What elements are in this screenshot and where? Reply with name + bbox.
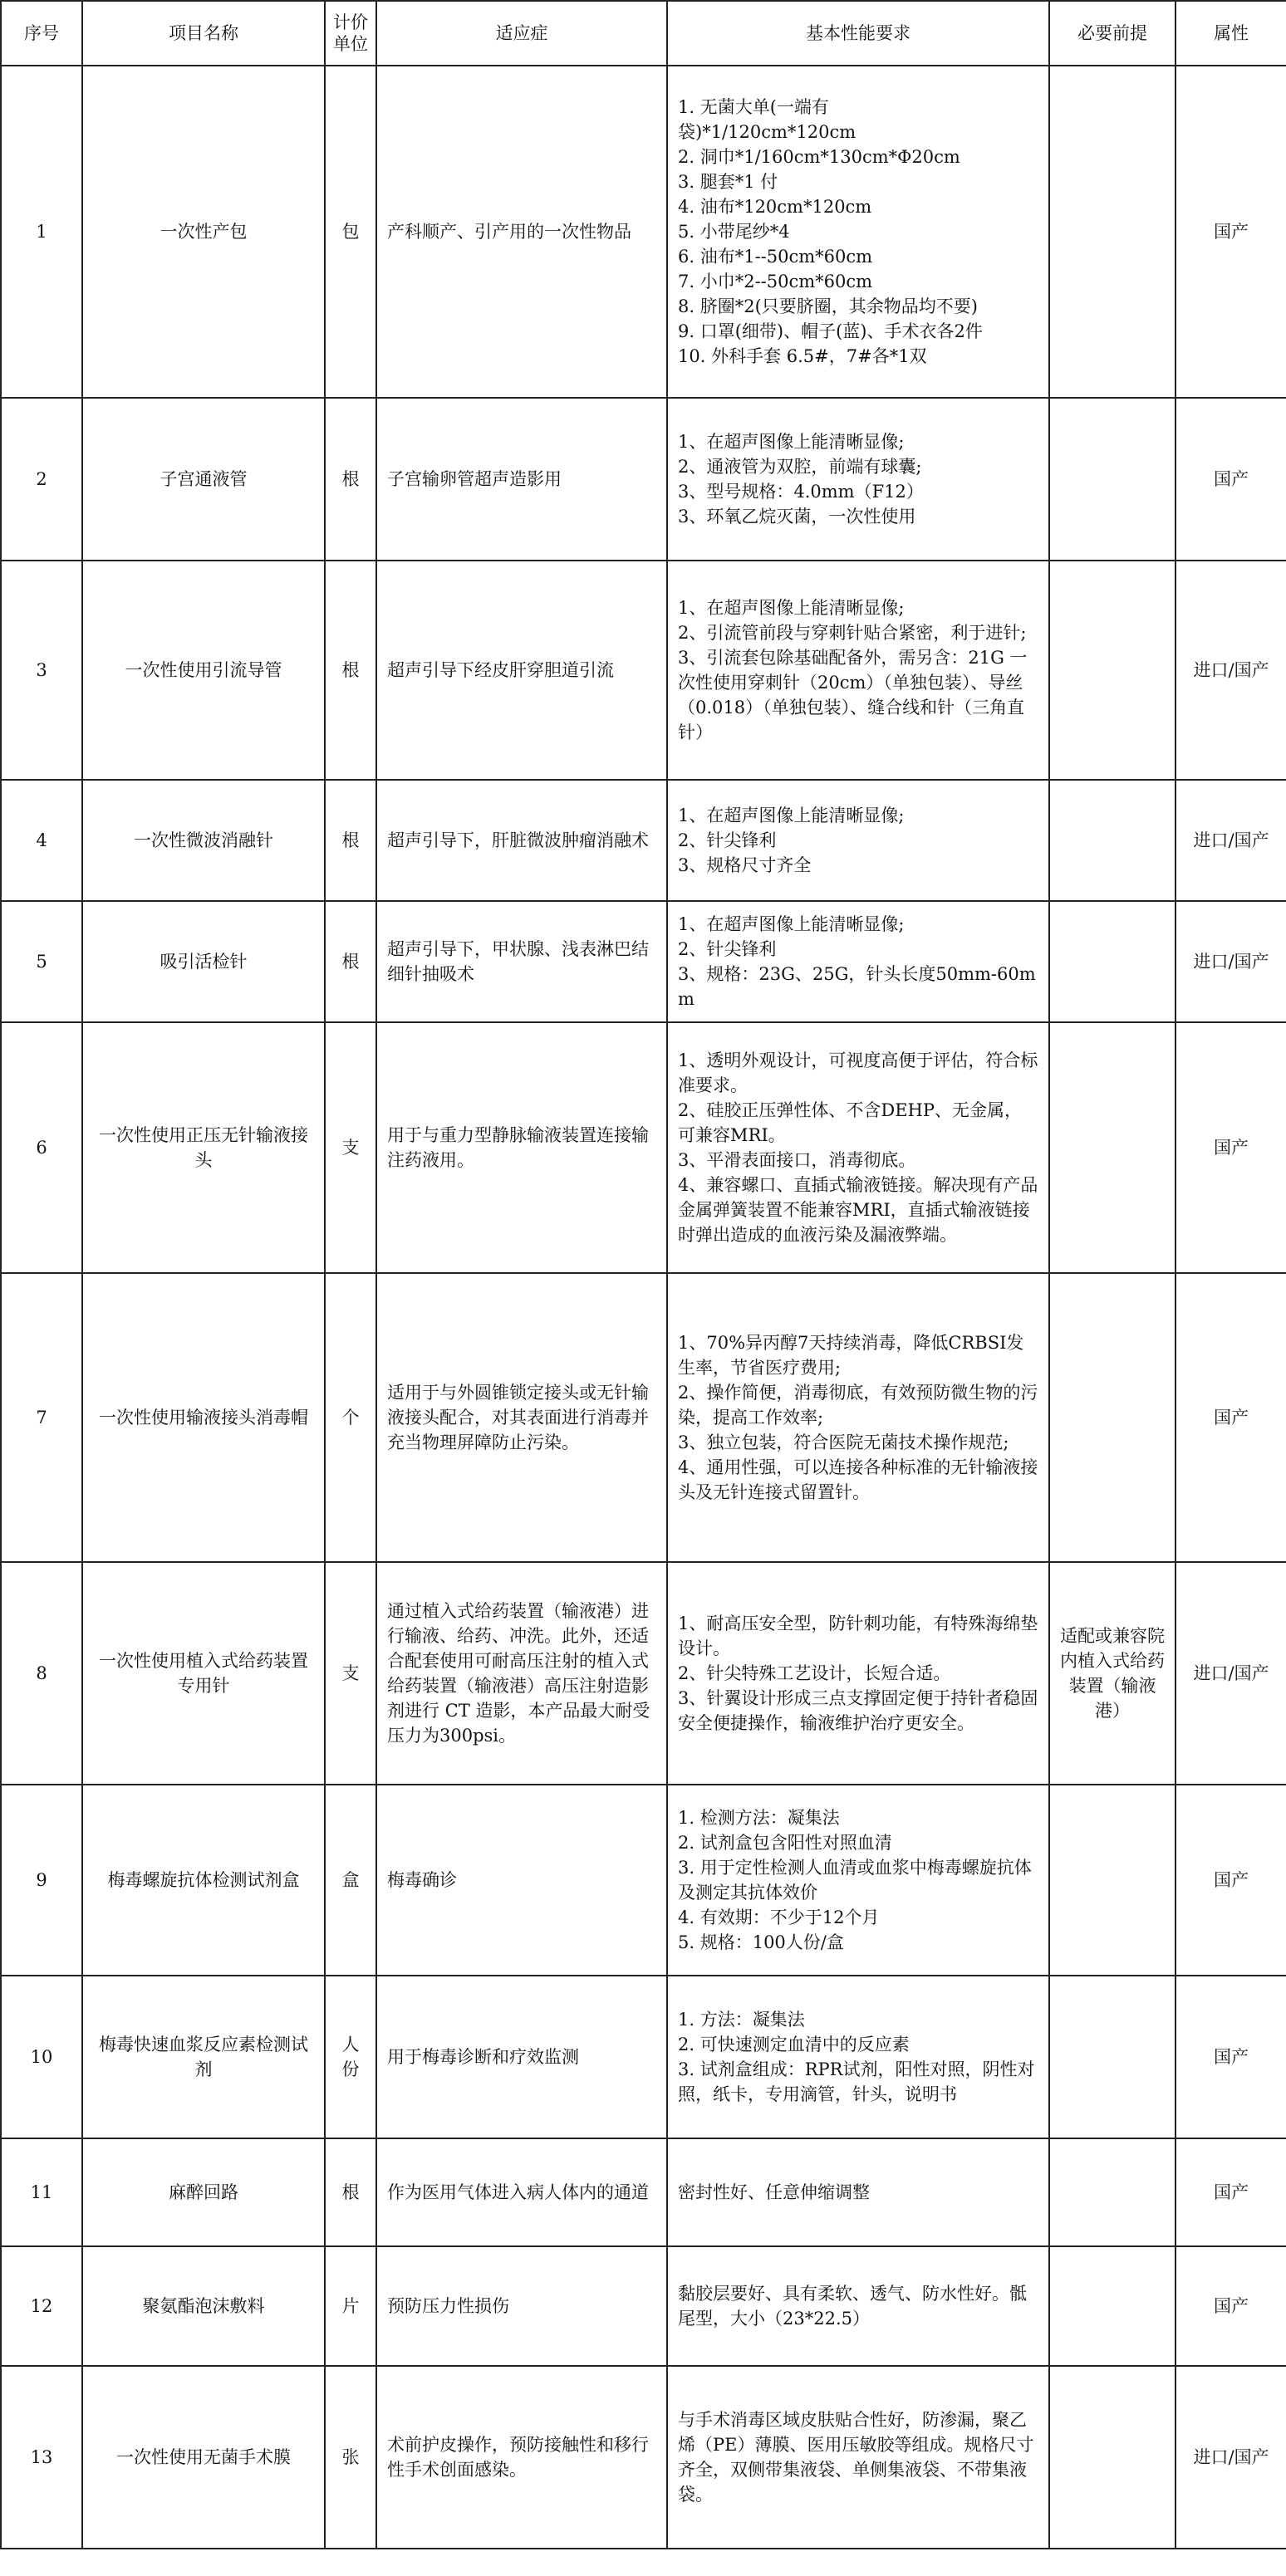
row-index: 2	[1, 398, 82, 561]
row-unit: 根	[325, 561, 376, 780]
table-body	[1, 66, 1286, 2549]
row-requirements: 1、透明外观设计，可视度高便于评估，符合标准要求。 2、硅胶正压弹性体、不含DEHP、无金属，可兼容MRI。 3、平滑表面接口，消毒彻底。 4、兼容螺口、直插式输液链接。解决现有产品金属弹簧装置不能兼容MRI，直插式输液链接时弹出造成的血液污染及漏液弊端。	[667, 1022, 1049, 1273]
row-item-name: 一次性使用引流导管	[82, 561, 325, 780]
row-prerequisite	[1049, 1785, 1176, 1976]
table-header-row	[1, 1, 1286, 66]
row-unit: 根	[325, 398, 376, 561]
row-requirements: 1. 检测方法：凝集法 2. 试剂盒包含阳性对照血清 3. 用于定性检测人血清或血浆中梅毒螺旋抗体及测定其抗体效价 4. 有效期：不少于12个月 5. 规格：100人份/盒	[667, 1785, 1049, 1976]
row-prerequisite	[1049, 1273, 1176, 1562]
row-item-name: 聚氨酯泡沫敷料	[82, 2246, 325, 2366]
table-row	[1, 901, 1286, 1022]
row-requirements: 1、70%异丙醇7天持续消毒，降低CRBSI发生率，节省医疗费用; 2、操作简便，消毒彻底，有效预防微生物的污染，提高工作效率; 3、独立包装，符合医院无菌技术操作规范; 4、通用性强，可以连接各种标准的无针输液接头及无针连接式留置针。	[667, 1273, 1049, 1562]
row-unit: 张	[325, 2366, 376, 2549]
table-row	[1, 1022, 1286, 1273]
row-attribute: 国产	[1176, 1785, 1286, 1976]
row-indication: 超声引导下经皮肝穿胆道引流	[376, 561, 667, 780]
row-unit: 根	[325, 2138, 376, 2246]
row-indication: 通过植入式给药装置（输液港）进行输液、给药、冲洗。此外，还适合配套使用可耐高压注射的植入式给药装置（输液港）高压注射造影剂进行 CT 造影，本产品最大耐受压力为300psi。	[376, 1562, 667, 1785]
row-prerequisite	[1049, 780, 1176, 901]
row-item-name: 梅毒快速血浆反应素检测试剂	[82, 1976, 325, 2138]
row-index: 1	[1, 66, 82, 398]
row-index: 4	[1, 780, 82, 901]
row-indication: 超声引导下，肝脏微波肿瘤消融术	[376, 780, 667, 901]
row-indication: 预防压力性损伤	[376, 2246, 667, 2366]
row-attribute: 国产	[1176, 2138, 1286, 2246]
row-index: 11	[1, 2138, 82, 2246]
table-row	[1, 398, 1286, 561]
row-prerequisite	[1049, 2366, 1176, 2549]
row-prerequisite	[1049, 2138, 1176, 2246]
row-prerequisite: 适配或兼容院内植入式给药装置（输液港）	[1049, 1562, 1176, 1785]
row-unit: 人份	[325, 1976, 376, 2138]
table-row	[1, 780, 1286, 901]
row-indication: 用于与重力型静脉输液装置连接输注药液用。	[376, 1022, 667, 1273]
row-attribute: 进口/国产	[1176, 901, 1286, 1022]
row-attribute: 进口/国产	[1176, 1562, 1286, 1785]
row-unit: 根	[325, 901, 376, 1022]
table-row	[1, 1562, 1286, 1785]
header-prerequisite: 必要前提	[1049, 1, 1176, 66]
row-attribute: 进口/国产	[1176, 2366, 1286, 2549]
row-unit: 支	[325, 1022, 376, 1273]
row-indication: 超声引导下，甲状腺、浅表淋巴结细针抽吸术	[376, 901, 667, 1022]
row-indication: 子宫输卵管超声造影用	[376, 398, 667, 561]
row-prerequisite	[1049, 66, 1176, 398]
row-attribute: 国产	[1176, 1022, 1286, 1273]
row-prerequisite	[1049, 2246, 1176, 2366]
row-requirements: 1、耐高压安全型，防针刺功能，有特殊海绵垫设计。 2、针尖特殊工艺设计，长短合适。 3、针翼设计形成三点支撑固定便于持针者稳固安全便捷操作，输液维护治疗更安全。	[667, 1562, 1049, 1785]
row-index: 5	[1, 901, 82, 1022]
row-prerequisite	[1049, 561, 1176, 780]
row-item-name: 一次性产包	[82, 66, 325, 398]
table-row	[1, 1976, 1286, 2138]
row-requirements: 黏胶层要好、具有柔软、透气、防水性好。骶尾型，大小（23*22.5）	[667, 2246, 1049, 2366]
row-unit: 个	[325, 1273, 376, 1562]
row-index: 12	[1, 2246, 82, 2366]
row-indication: 用于梅毒诊断和疗效监测	[376, 1976, 667, 2138]
row-item-name: 子宫通液管	[82, 398, 325, 561]
header-attribute: 属性	[1176, 1, 1286, 66]
row-attribute: 进口/国产	[1176, 780, 1286, 901]
table-row	[1, 2366, 1286, 2549]
row-index: 7	[1, 1273, 82, 1562]
row-item-name: 一次性使用植入式给药装置专用针	[82, 1562, 325, 1785]
row-unit: 包	[325, 66, 376, 398]
row-index: 6	[1, 1022, 82, 1273]
row-item-name: 吸引活检针	[82, 901, 325, 1022]
row-item-name: 一次性使用输液接头消毒帽	[82, 1273, 325, 1562]
row-index: 3	[1, 561, 82, 780]
header-name: 项目名称	[82, 1, 325, 66]
row-item-name: 梅毒螺旋抗体检测试剂盒	[82, 1785, 325, 1976]
row-requirements: 1、在超声图像上能清晰显像; 2、针尖锋利 3、规格：23G、25G，针头长度50mm-60mm	[667, 901, 1049, 1022]
row-indication: 术前护皮操作，预防接触性和移行性手术创面感染。	[376, 2366, 667, 2549]
table-row	[1, 66, 1286, 398]
row-prerequisite	[1049, 398, 1176, 561]
row-prerequisite	[1049, 1022, 1176, 1273]
table-row	[1, 1785, 1286, 1976]
row-item-name: 一次性使用正压无针输液接头	[82, 1022, 325, 1273]
row-prerequisite	[1049, 1976, 1176, 2138]
header-indication: 适应症	[376, 1, 667, 66]
row-indication: 作为医用气体进入病人体内的通道	[376, 2138, 667, 2246]
row-requirements: 1、在超声图像上能清晰显像; 2、引流管前段与穿刺针贴合紧密，利于进针; 3、引流套包除基础配备外，需另含：21G 一次性使用穿刺针（20cm）（单独包装）、导丝（0.018）（单独包装）、缝合线和针（三角直针）	[667, 561, 1049, 780]
row-unit: 片	[325, 2246, 376, 2366]
row-indication: 产科顺产、引产用的一次性物品	[376, 66, 667, 398]
row-requirements: 1. 无菌大单(一端有 袋)*1/120cm*120cm 2. 洞巾*1/160cm*130cm*Φ20cm 3. 腿套*1 付 4. 油布*120cm*120cm 5. 小带尾纱*4 6. 油布*1--50cm*60cm 7. 小巾*2--50cm*60cm 8. 脐圈*2(只要脐圈，其余物品均不要) 9. 口罩(细带)、帽子(蓝)、手术衣各2件 10. 外科手套 6.5#，7#各*1双	[667, 66, 1049, 398]
row-requirements: 密封性好、任意伸缩调整	[667, 2138, 1049, 2246]
row-index: 10	[1, 1976, 82, 2138]
table-row	[1, 2138, 1286, 2246]
row-attribute: 国产	[1176, 1273, 1286, 1562]
row-attribute: 进口/国产	[1176, 561, 1286, 780]
table-row	[1, 561, 1286, 780]
row-requirements: 与手术消毒区域皮肤贴合性好，防渗漏，聚乙烯（PE）薄膜、医用压敏胶等组成。规格尺寸齐全，双侧带集液袋、单侧集液袋、不带集液袋。	[667, 2366, 1049, 2549]
row-requirements: 1. 方法：凝集法 2. 可快速测定血清中的反应素 3. 试剂盒组成：RPR试剂，阳性对照，阴性对照，纸卡，专用滴管，针头，说明书	[667, 1976, 1049, 2138]
header-unit: 计价 单位	[325, 1, 376, 66]
row-attribute: 国产	[1176, 398, 1286, 561]
row-unit: 支	[325, 1562, 376, 1785]
row-attribute: 国产	[1176, 2246, 1286, 2366]
row-unit: 根	[325, 780, 376, 901]
header-index: 序号	[1, 1, 82, 66]
table-row	[1, 1273, 1286, 1562]
header-requirements: 基本性能要求	[667, 1, 1049, 66]
row-attribute: 国产	[1176, 66, 1286, 398]
row-attribute: 国产	[1176, 1976, 1286, 2138]
row-item-name: 一次性使用无菌手术膜	[82, 2366, 325, 2549]
row-item-name: 麻醉回路	[82, 2138, 325, 2246]
row-index: 8	[1, 1562, 82, 1785]
row-index: 13	[1, 2366, 82, 2549]
row-requirements: 1、在超声图像上能清晰显像; 2、通液管为双腔，前端有球囊; 3、型号规格：4.0mm（F12） 3、环氧乙烷灭菌，一次性使用	[667, 398, 1049, 561]
row-requirements: 1、在超声图像上能清晰显像; 2、针尖锋利 3、规格尺寸齐全	[667, 780, 1049, 901]
row-unit: 盒	[325, 1785, 376, 1976]
row-indication: 梅毒确诊	[376, 1785, 667, 1976]
row-indication: 适用于与外圆锥锁定接头或无针输液接头配合，对其表面进行消毒并充当物理屏障防止污染。	[376, 1273, 667, 1562]
row-prerequisite	[1049, 901, 1176, 1022]
row-index: 9	[1, 1785, 82, 1976]
table-row	[1, 2246, 1286, 2366]
row-item-name: 一次性微波消融针	[82, 780, 325, 901]
